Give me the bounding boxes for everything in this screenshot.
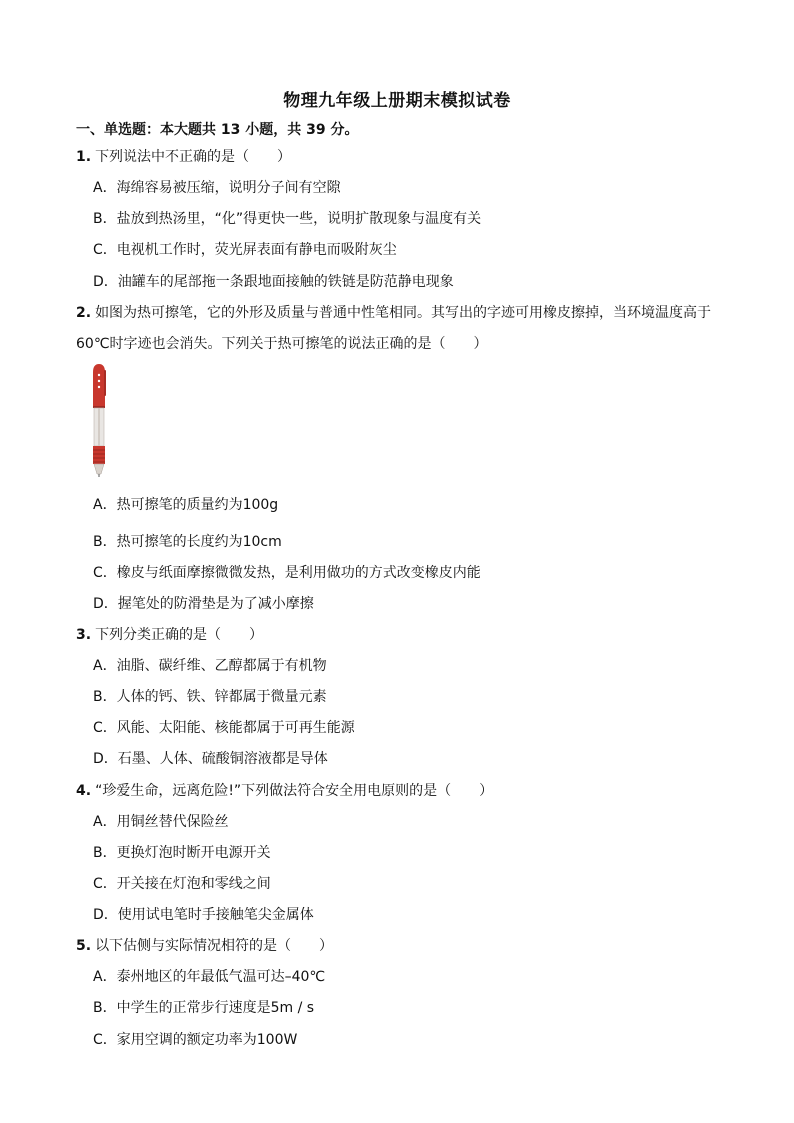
question-number: 3.	[76, 627, 92, 643]
question-stem: 如图为热可擦笔，它的外形及质量与普通中性笔相同。其写出的字迹可用橡皮擦掉，当环境温度高于	[95, 305, 712, 321]
question-stem: “珍爱生命，远离危险!”下列做法符合安全用电原则的是（ ）	[95, 783, 494, 799]
section-heading: 一、单选题：本大题共 13 小题，共 39 分。	[76, 122, 359, 138]
option-2d: D．握笔处的防滑垫是为了减小摩擦	[93, 596, 314, 612]
option-3a: A．油脂、碳纤维、乙醇都属于有机物	[93, 658, 327, 674]
option-3b: B．人体的钙、铁、锌都属于微量元素	[93, 689, 327, 705]
page-title: 物理九年级上册期末模拟试卷	[283, 91, 511, 111]
option-1b: B．盐放到热汤里，“化”得更快一些，说明扩散现象与温度有关	[93, 211, 482, 227]
question-number: 5.	[76, 938, 92, 954]
option-2c: C．橡皮与纸面摩擦微微发热，是利用做功的方式改变橡皮内能	[93, 565, 481, 581]
option-5a: A．泰州地区的年最低气温可达–40℃	[93, 969, 326, 985]
question-number: 4.	[76, 783, 92, 799]
question-number: 1.	[76, 149, 92, 165]
option-5c: C．家用空调的额定功率为100W	[93, 1032, 298, 1048]
question-number: 2.	[76, 305, 92, 321]
option-1c: C．电视机工作时，荧光屏表面有静电而吸附灰尘	[93, 242, 397, 258]
question-3	[76, 624, 263, 644]
option-1d: D．油罐车的尾部拖一条跟地面接触的铁链是防范静电现象	[93, 274, 454, 290]
question-2	[76, 302, 711, 322]
option-4d: D．使用试电笔时手接触笔尖金属体	[93, 907, 314, 923]
erasable-pen-image	[88, 362, 110, 478]
option-4a: A．用铜丝替代保险丝	[93, 814, 229, 830]
option-2b: B．热可擦笔的长度约为10cm	[93, 534, 282, 550]
option-4c: C．开关接在灯泡和零线之间	[93, 876, 271, 892]
question-4	[76, 780, 493, 800]
question-5	[76, 935, 333, 955]
question-stem: 下列说法中不正确的是（ ）	[95, 149, 292, 165]
option-4b: B．更换灯泡时断开电源开关	[93, 845, 271, 861]
question-stem: 下列分类正确的是（ ）	[95, 627, 264, 643]
option-3c: C．风能、太阳能、核能都属于可再生能源	[93, 720, 355, 736]
option-5b: B．中学生的正常步行速度是5m / s	[93, 1000, 315, 1016]
question-stem: 以下估侧与实际情况相符的是（ ）	[95, 938, 334, 954]
option-2a: A．热可擦笔的质量约为100g	[93, 497, 279, 513]
option-1a: A．海绵容易被压缩，说明分子间有空隙	[93, 180, 341, 196]
question-1	[76, 146, 291, 166]
option-3d: D．石墨、人体、硫酸铜溶液都是导体	[93, 751, 328, 767]
question-2-continuation: 60℃时字迹也会消失。下列关于热可擦笔的说法正确的是（ ）	[76, 336, 488, 352]
